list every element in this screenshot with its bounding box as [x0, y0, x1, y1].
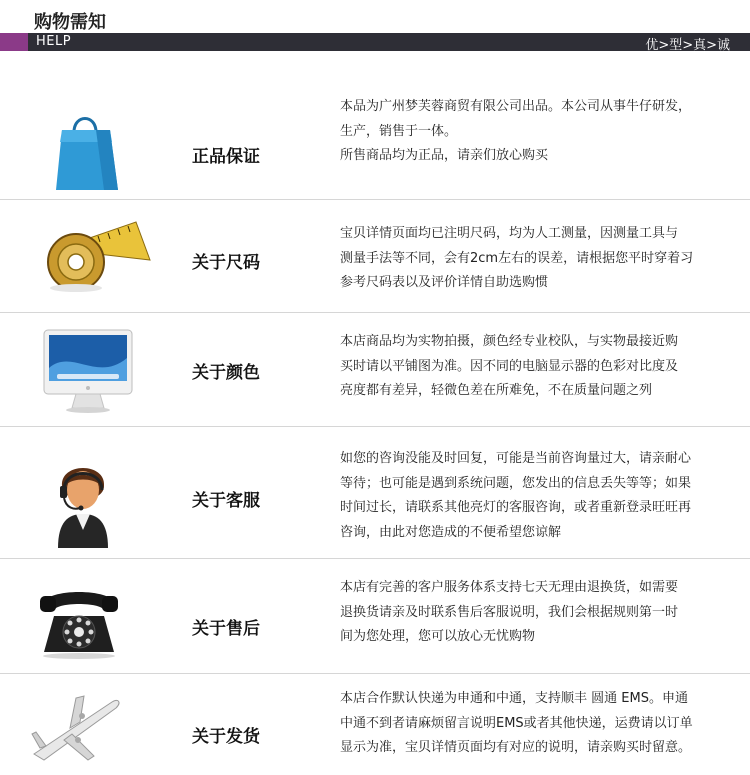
section-label-authentic: 正品保证	[192, 147, 260, 167]
section-text-after-sales: 本店有完善的客户服务体系支持七天无理由退换货，如需要 退换货请亲及时联系售后客服说明，我们会根据规则第一时 间为您处理，您可以放心无忧购物	[340, 580, 679, 644]
header-bar	[0, 33, 750, 51]
customer-service-agent-icon	[48, 452, 118, 552]
section-divider	[0, 673, 750, 674]
section-text-authentic: 本品为广州梦芙蓉商贸有限公司出品。本公司从事牛仔研发， 生产，销售于一体。 所售商品均为正品，请亲们放心购买	[340, 99, 692, 163]
section-divider	[0, 426, 750, 427]
header-motto: 优>型>真>诚	[645, 38, 730, 53]
section-text-color: 本店商品均为实物拍摄，颜色经专业校队，与实物最接近购 买时请以平铺图为准。因不同的电脑显示器的色彩对比度及 亮度都有差异，轻微色差在所难免，不在质量问题之列	[340, 334, 679, 398]
section-divider	[0, 199, 750, 200]
rotary-telephone-icon	[38, 582, 120, 664]
shopping-bag-icon	[52, 108, 122, 196]
header-accent	[0, 33, 28, 51]
section-text-size: 宝贝详情页面均已注明尺码，均为人工测量，因测量工具与 测量手法等不同，会有2cm左右的误差，请根据您平时穿着习 参考尺码表以及评价详情自助选购惯	[340, 226, 694, 290]
header-subtitle: HELP	[36, 34, 72, 49]
section-text-service: 如您的咨询没能及时回复，可能是当前咨询量过大，请亲耐心 等待；也可能是遇到系统问题，您发出的信息丢失等等；如果 时间过长，请联系其他亮灯的客服咨询，或者重新登录旺旺再 咨询，由此对您造成的不便希望您谅解	[340, 451, 692, 540]
section-divider	[0, 312, 750, 313]
section-divider	[0, 558, 750, 559]
airplane-icon	[26, 690, 122, 768]
page-title: 购物需知	[34, 12, 106, 33]
section-label-service: 关于客服	[192, 491, 260, 511]
section-label-shipping: 关于发货	[192, 727, 260, 747]
section-text-shipping: 本店合作默认快递为申通和中通，支持顺丰 圆通 EMS。申通 中通不到者请麻烦留言说明EMS或者其他快递，运费请以订单 显示为准，宝贝详情页面均有对应的说明，请亲购买时留意。	[340, 691, 693, 755]
section-label-color: 关于颜色	[192, 363, 260, 383]
computer-monitor-icon	[42, 328, 134, 420]
section-label-size: 关于尺码	[192, 253, 260, 273]
measuring-tape-icon	[38, 214, 154, 298]
section-label-after-sales: 关于售后	[192, 619, 260, 639]
